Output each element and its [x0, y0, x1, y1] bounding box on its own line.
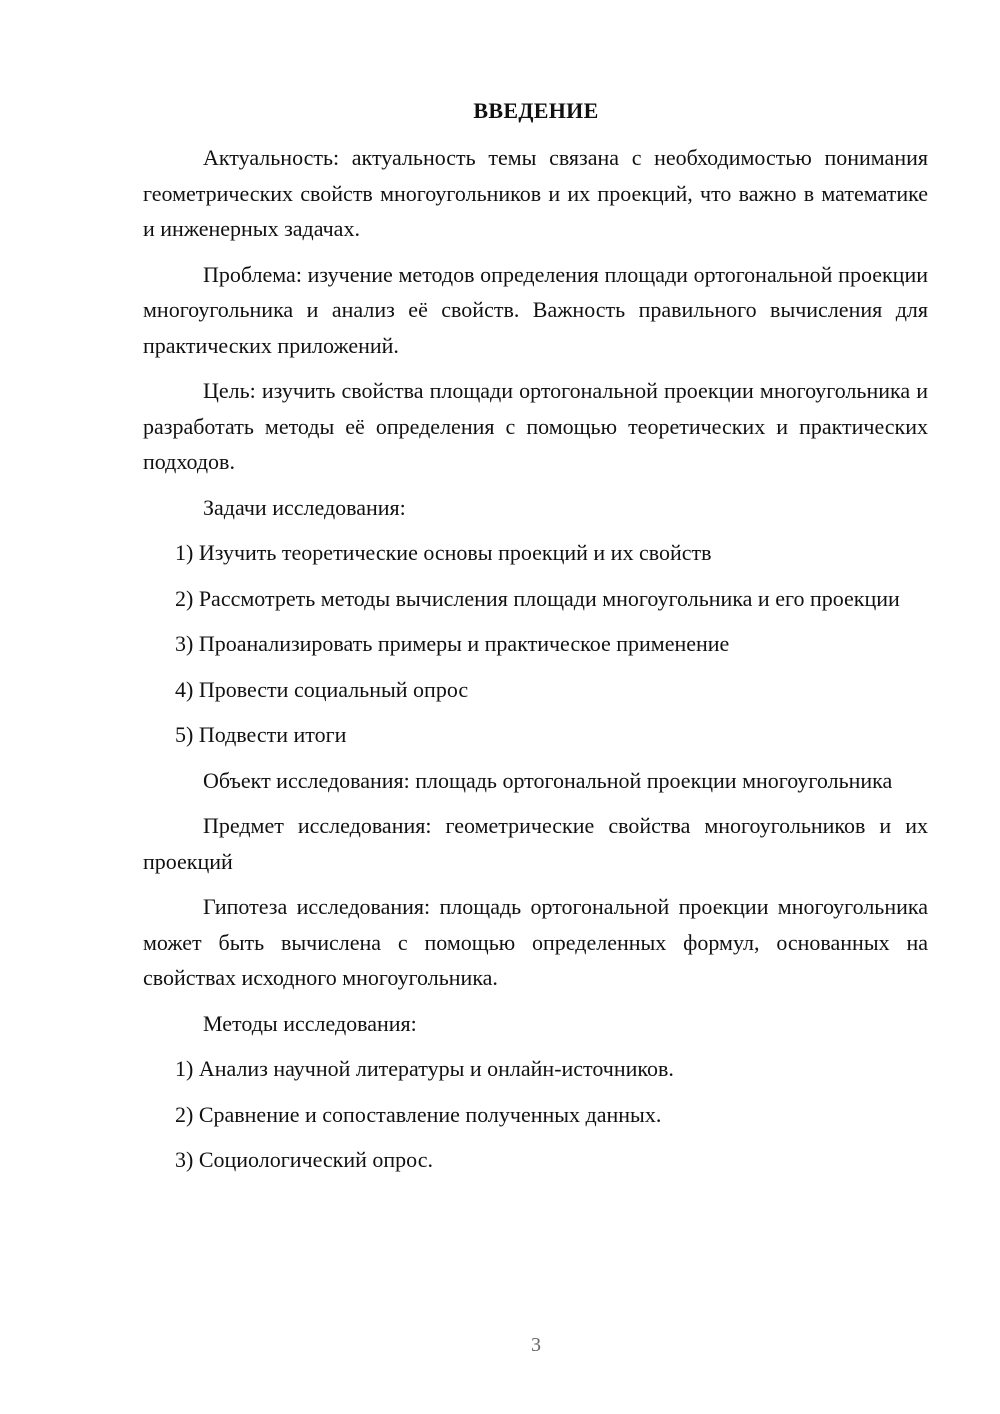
- paragraph-problem: Проблема: изучение методов определения площади ортогональной проекции многоугольника и анализ её свойств. Важность правильного вычисления для практических приложений.: [143, 261, 928, 358]
- list-item-method-2: 2) Сравнение и сопоставление полученных данных.: [175, 1101, 662, 1127]
- paragraph-object: Объект исследования: площадь ортогональной проекции многоугольника: [203, 767, 893, 793]
- page-number: 3: [531, 1334, 541, 1356]
- paragraph-tasks-heading: Задачи исследования:: [203, 494, 406, 520]
- list-item-method-3: 3) Социологический опрос.: [175, 1147, 433, 1172]
- list-item-task-4: 4) Провести социальный опрос: [175, 676, 469, 702]
- document-body: [143, 140, 928, 1178]
- list-item-task-1: 1) Изучить теоретические основы проекций и их свойств: [175, 540, 712, 565]
- list-item-task-3: 3) Проанализировать примеры и практическое применение: [175, 631, 730, 656]
- paragraph-methods-heading: Методы исследования:: [203, 1010, 417, 1036]
- list-item-method-1: 1) Анализ научной литературы и онлайн-источников.: [175, 1056, 674, 1081]
- list-item-task-2: 2) Рассмотреть методы вычисления площади многоугольника и его проекции: [175, 585, 900, 611]
- paragraph-goal: Цель: изучить свойства площади ортогональной проекции многоугольника и разработать методы её определения с помощью теоретических и практических подходов.: [143, 378, 928, 474]
- paragraph-hypothesis: Гипотеза исследования: площадь ортогональной проекции многоугольника может быть вычислена с помощью определенных формул, основанных на свойствах исходного многоугольника.: [143, 894, 928, 990]
- paragraph-relevance: Актуальность: актуальность темы связана с необходимостью понимания геометрических свойств многоугольников и их проекций, что важно в математике и инженерных задачах.: [143, 145, 928, 241]
- paragraph-subject: Предмет исследования: геометрические свойства многоугольников и их проекций: [143, 813, 928, 874]
- list-item-task-5: 5) Подвести итоги: [175, 722, 347, 747]
- page-title: ВВЕДЕНИЕ: [473, 98, 599, 123]
